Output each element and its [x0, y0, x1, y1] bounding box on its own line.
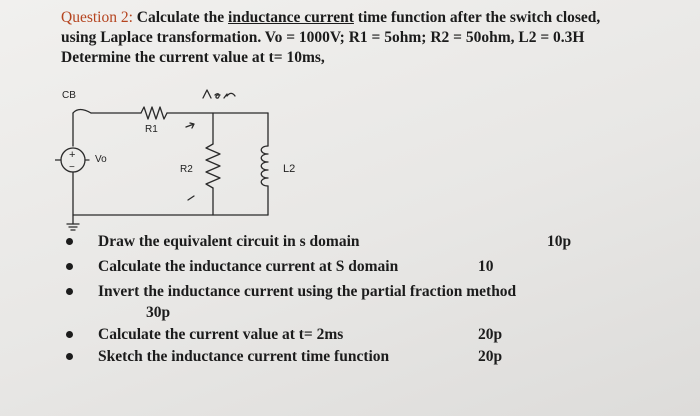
list-item [0, 303, 700, 323]
circuit-diagram [55, 86, 295, 231]
list-item [0, 325, 700, 345]
ground-symbol [67, 224, 79, 230]
task-text: Sketch the inductance current time function [98, 348, 390, 365]
task-points: 20p [478, 348, 503, 365]
question-line-1-start: Calculate the [132, 9, 229, 26]
question-line-3: Determine the current value at t= 10ms, [61, 49, 325, 66]
underlined-term: inductance current [228, 9, 354, 26]
r1-label: R1 [145, 124, 158, 135]
task-points: 30p [146, 304, 171, 321]
question-header [61, 8, 691, 68]
task-text: Draw the equivalent circuit in s domain [98, 233, 360, 250]
task-points: 20p [478, 326, 503, 343]
l2-inductor [261, 146, 268, 186]
task-list [0, 232, 700, 412]
question-line-2: using Laplace transformation. Vo = 1000V; R1 = 5ohm; R2 = 50ohm, L2 = 0.3H [61, 29, 585, 46]
question-line-1-end: time function after the switch closed, [353, 9, 601, 26]
plus-sign: + [69, 149, 76, 161]
handwritten-underline [203, 90, 235, 98]
bullet-icon [66, 263, 73, 270]
current-arrow-tail-icon [188, 196, 194, 200]
task-points: 10p [547, 233, 572, 250]
switch-label: CB [62, 90, 76, 101]
question-label: Question 2: [61, 9, 133, 26]
r2-resistor [206, 144, 220, 188]
l2-label: L2 [283, 163, 295, 175]
bullet-icon [66, 331, 73, 338]
bullet-icon [66, 238, 73, 245]
handwritten-note: Vor [260, 96, 274, 106]
switch-symbol [73, 110, 91, 114]
current-arrow-icon [186, 123, 194, 128]
bullet-icon [66, 288, 73, 295]
list-item [0, 282, 700, 302]
r1-resistor [141, 107, 167, 119]
list-item [0, 347, 700, 367]
r2-label: R2 [180, 164, 193, 175]
minus-sign: − [69, 162, 75, 173]
task-text: Invert the inductance current using the partial fraction method [98, 283, 517, 300]
list-item [0, 257, 700, 277]
source-label: Vo [95, 154, 107, 165]
task-text: Calculate the current value at t= 2ms [98, 326, 344, 343]
question-line-1 [61, 8, 691, 28]
bullet-icon [66, 353, 73, 360]
list-item [0, 232, 700, 252]
task-points: 10 [478, 258, 494, 275]
task-text: Calculate the inductance current at S domain [98, 258, 399, 275]
